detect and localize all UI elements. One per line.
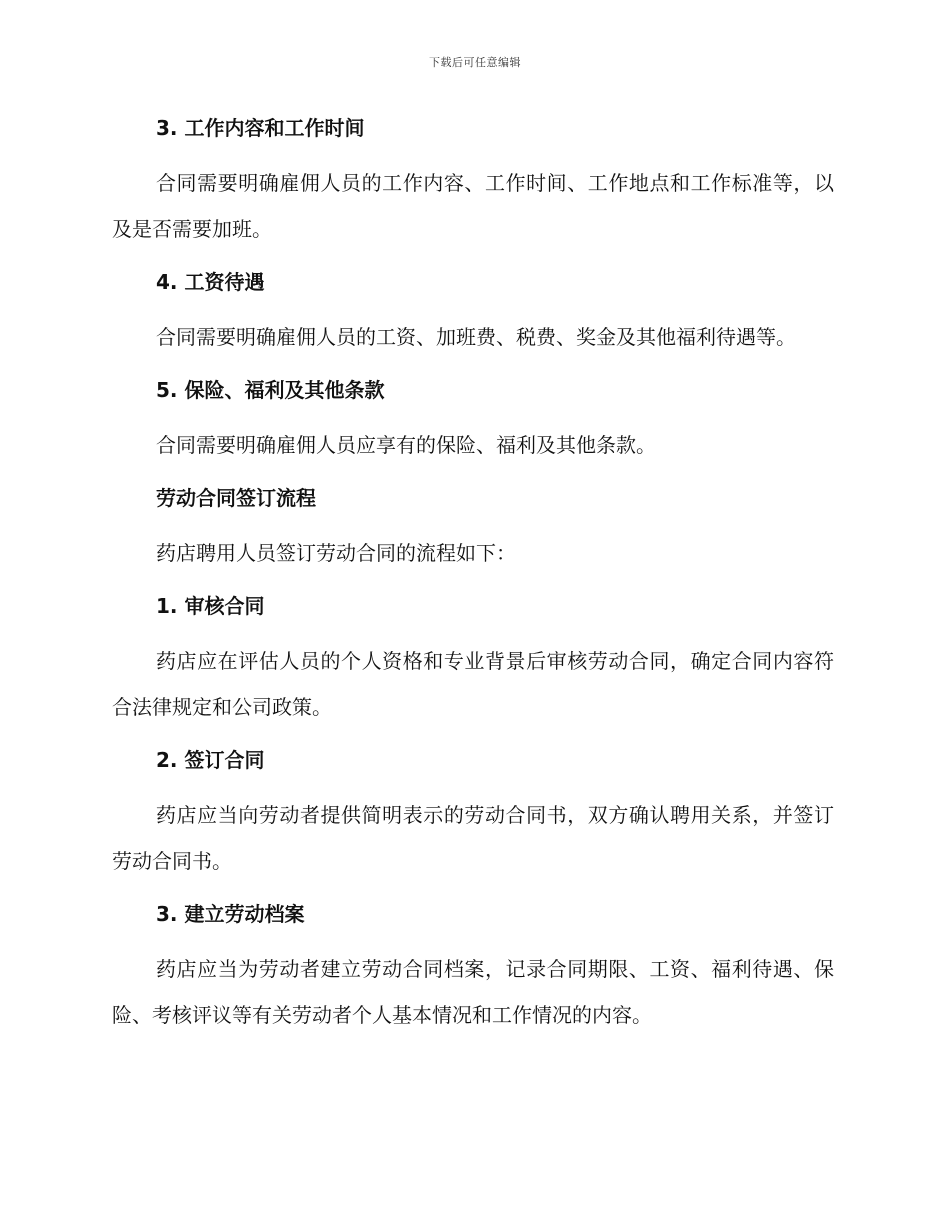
section-heading-salary: 4. 工资待遇	[156, 270, 265, 294]
document-body	[112, 112, 834, 1038]
paragraph-sign-contract: 药店应当向劳动者提供简明表示的劳动合同书，双方确认聘用关系，并签订劳动合同书。	[112, 803, 834, 873]
section-heading-signing-process: 劳动合同签订流程	[156, 486, 316, 510]
paragraph-signing-process: 药店聘用人员签订劳动合同的流程如下：	[156, 541, 516, 565]
page-header: 下载后可任意编辑	[429, 56, 521, 69]
paragraph-review-contract: 药店应在评估人员的个人资格和专业背景后审核劳动合同，确定合同内容符合法律规定和公司政策。	[112, 649, 834, 719]
paragraph-insurance: 合同需要明确雇佣人员应享有的保险、福利及其他条款。	[156, 433, 656, 457]
section-heading-labor-records: 3. 建立劳动档案	[156, 902, 305, 926]
section-heading-review-contract: 1. 审核合同	[156, 594, 265, 618]
section-heading-work-content: 3. 工作内容和工作时间	[156, 116, 365, 140]
paragraph-salary: 合同需要明确雇佣人员的工资、加班费、税费、奖金及其他福利待遇等。	[156, 325, 796, 349]
section-heading-sign-contract: 2. 签订合同	[156, 748, 265, 772]
paragraph-work-content: 合同需要明确雇佣人员的工作内容、工作时间、工作地点和工作标准等，以及是否需要加班。	[112, 171, 834, 241]
section-heading-insurance: 5. 保险、福利及其他条款	[156, 378, 385, 402]
paragraph-labor-records: 药店应当为劳动者建立劳动合同档案，记录合同期限、工资、福利待遇、保险、考核评议等有关劳动者个人基本情况和工作情况的内容。	[112, 957, 834, 1027]
